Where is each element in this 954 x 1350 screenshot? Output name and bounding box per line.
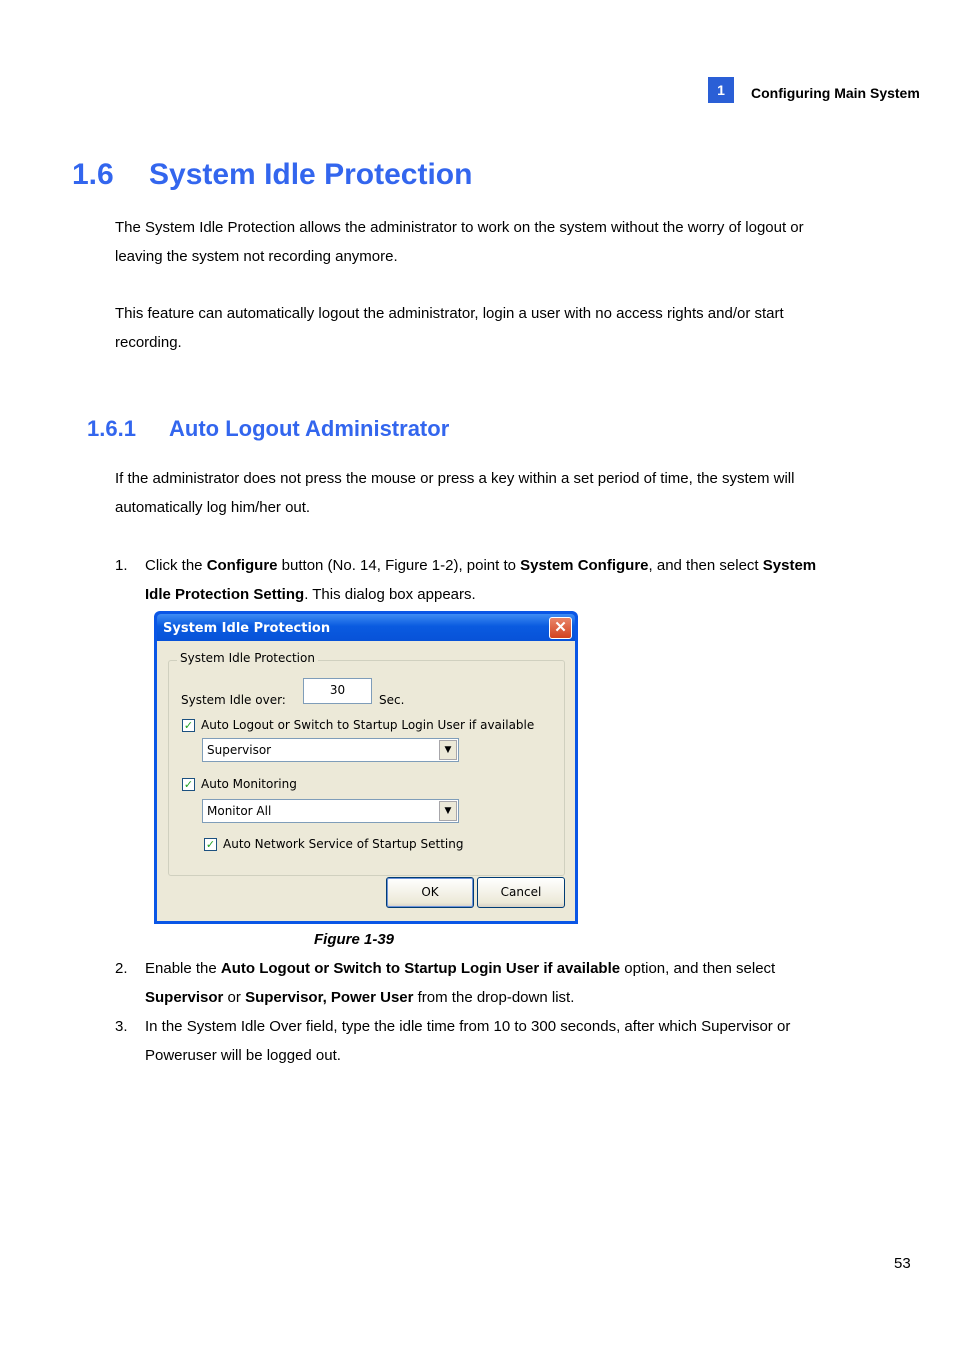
- list-item-text: In the System Idle Over field, type the idle time from 10 to 300 seconds, after which Supervisor or Poweruser will be logged out.: [145, 1018, 791, 1064]
- list-item-number: 2.: [115, 960, 128, 977]
- auto-network-checkbox[interactable]: ✓: [205, 838, 216, 851]
- chevron-down-icon[interactable]: ▼: [439, 740, 457, 760]
- group-label: System Idle Protection: [177, 651, 318, 665]
- section-paragraph-1: The System Idle Protection allows the administrator to work on the system without the worry of logout or leaving the system not recording anymore.: [115, 219, 804, 265]
- list-item: [115, 551, 845, 609]
- idle-seconds-input[interactable]: 30: [303, 678, 372, 704]
- subsection-paragraph-1: If the administrator does not press the mouse or press a key within a set period of time, the system will automatically log him/her out.: [115, 470, 795, 516]
- list-item: [115, 1012, 845, 1070]
- section-paragraph-2: This feature can automatically logout the administrator, login a user with no access rights and/or start recording.: [115, 305, 784, 351]
- list-item-text: Click the Configure button (No. 14, Figure 1-2), point to System Configure, and then select System Idle Protection Setting. This dialog box appears.: [145, 557, 817, 603]
- figure-caption: Figure 1-39: [314, 931, 395, 948]
- auto-network-label: Auto Network Service of Startup Setting: [223, 837, 464, 851]
- list-item: [115, 954, 845, 1012]
- system-idle-protection-dialog: [154, 611, 578, 924]
- section-heading: [72, 158, 472, 192]
- subsection-heading: [87, 416, 449, 442]
- section-title: System Idle Protection: [149, 158, 473, 191]
- list-item-text: Enable the Auto Logout or Switch to Startup Login User if available option, and then select Supervisor or Supervisor, Power User from the drop-down list.: [145, 960, 776, 1006]
- auto-monitoring-label: Auto Monitoring: [201, 777, 297, 791]
- section-number: 1.6: [72, 158, 114, 191]
- dialog-body: [157, 641, 575, 921]
- list-item-number: 1.: [115, 557, 128, 574]
- monitor-value: Monitor All: [207, 804, 272, 818]
- idle-unit-label: Sec.: [379, 693, 405, 707]
- chapter-title: Configuring Main System: [751, 85, 920, 101]
- startup-user-select[interactable]: [202, 738, 459, 762]
- page-number: 53: [894, 1255, 911, 1272]
- auto-logout-label: Auto Logout or Switch to Startup Login User if available: [201, 718, 535, 732]
- auto-logout-checkbox[interactable]: ✓: [183, 719, 194, 732]
- chevron-down-icon[interactable]: ▼: [439, 801, 457, 821]
- dialog-title: System Idle Protection: [163, 621, 331, 636]
- dialog-titlebar[interactable]: [157, 614, 575, 641]
- auto-monitoring-checkbox[interactable]: ✓: [183, 778, 194, 791]
- ok-button[interactable]: OK: [386, 877, 474, 908]
- close-icon[interactable]: ✕: [549, 617, 572, 639]
- chapter-number-badge: 1: [708, 77, 734, 103]
- list-item-number: 3.: [115, 1018, 128, 1035]
- startup-user-value: Supervisor: [207, 743, 272, 757]
- monitor-select[interactable]: [202, 799, 459, 823]
- subsection-number: 1.6.1: [87, 416, 136, 441]
- idle-over-label: System Idle over:: [181, 693, 286, 707]
- cancel-button[interactable]: Cancel: [477, 877, 565, 908]
- subsection-title: Auto Logout Administrator: [169, 416, 450, 441]
